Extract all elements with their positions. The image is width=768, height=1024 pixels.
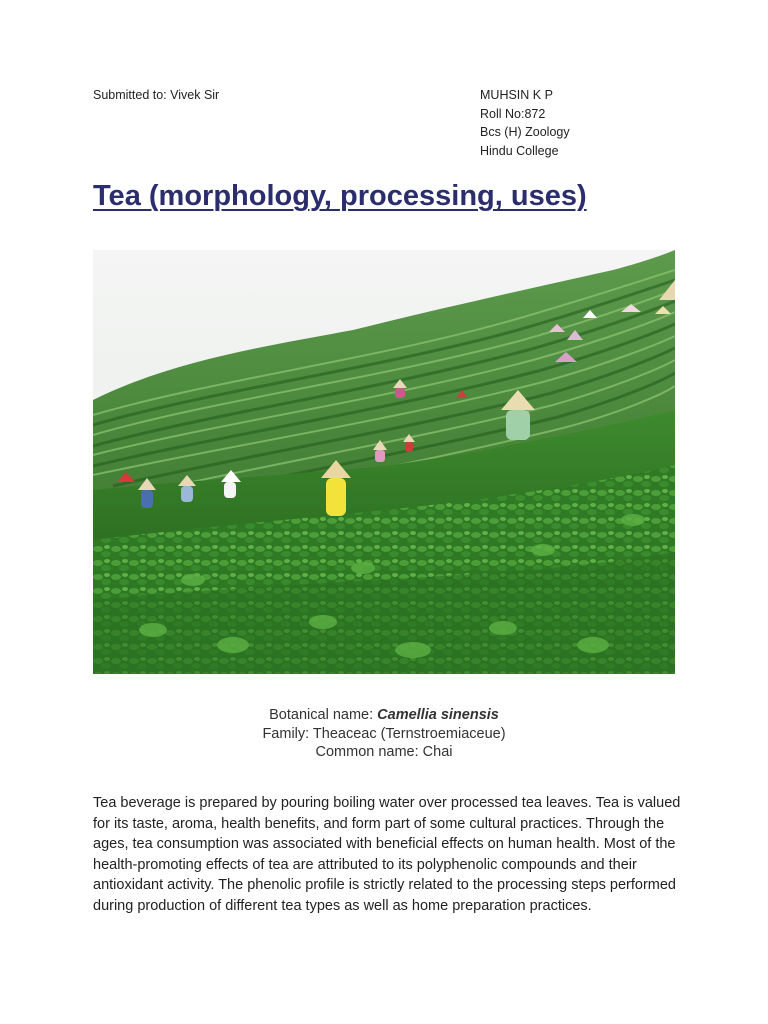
scientific-name: Camellia sinensis xyxy=(377,707,499,723)
family-name: Family: Theaceac (Ternstroemiaceue) xyxy=(262,725,506,742)
roll-number: Roll No:872 xyxy=(480,106,546,121)
common-name: Common name: Chai xyxy=(315,744,453,760)
student-name: MUHSIN K P xyxy=(480,88,553,102)
tea-plantation-photo xyxy=(93,250,675,674)
submitted-to: Submitted to: Vivek Sir xyxy=(93,88,220,102)
college-name: Hindu College xyxy=(480,144,559,159)
botanical-label: Botanical name: xyxy=(269,707,378,723)
student-info xyxy=(480,86,570,161)
document-title: Tea (morphology, processing, uses) xyxy=(93,180,587,212)
course-name: Bcs (H) Zoology xyxy=(480,125,570,140)
botanical-caption xyxy=(93,706,675,762)
body-paragraph: Tea beverage is prepared by pouring boiling water over processed tea leaves. Tea is valued for its taste, aroma, health benefits, and form part of some cultural practices. Through the ages, tea consumption was associated with beneficial effects on human health. Most of the health-promoting effects of tea are attributed to its polyphenolic compounds and their antioxidant activity. The phenolic profile is strictly related to the processing steps performed during production of different tea types as well as home preparation practices. xyxy=(93,795,681,914)
botanical-name xyxy=(93,706,675,725)
